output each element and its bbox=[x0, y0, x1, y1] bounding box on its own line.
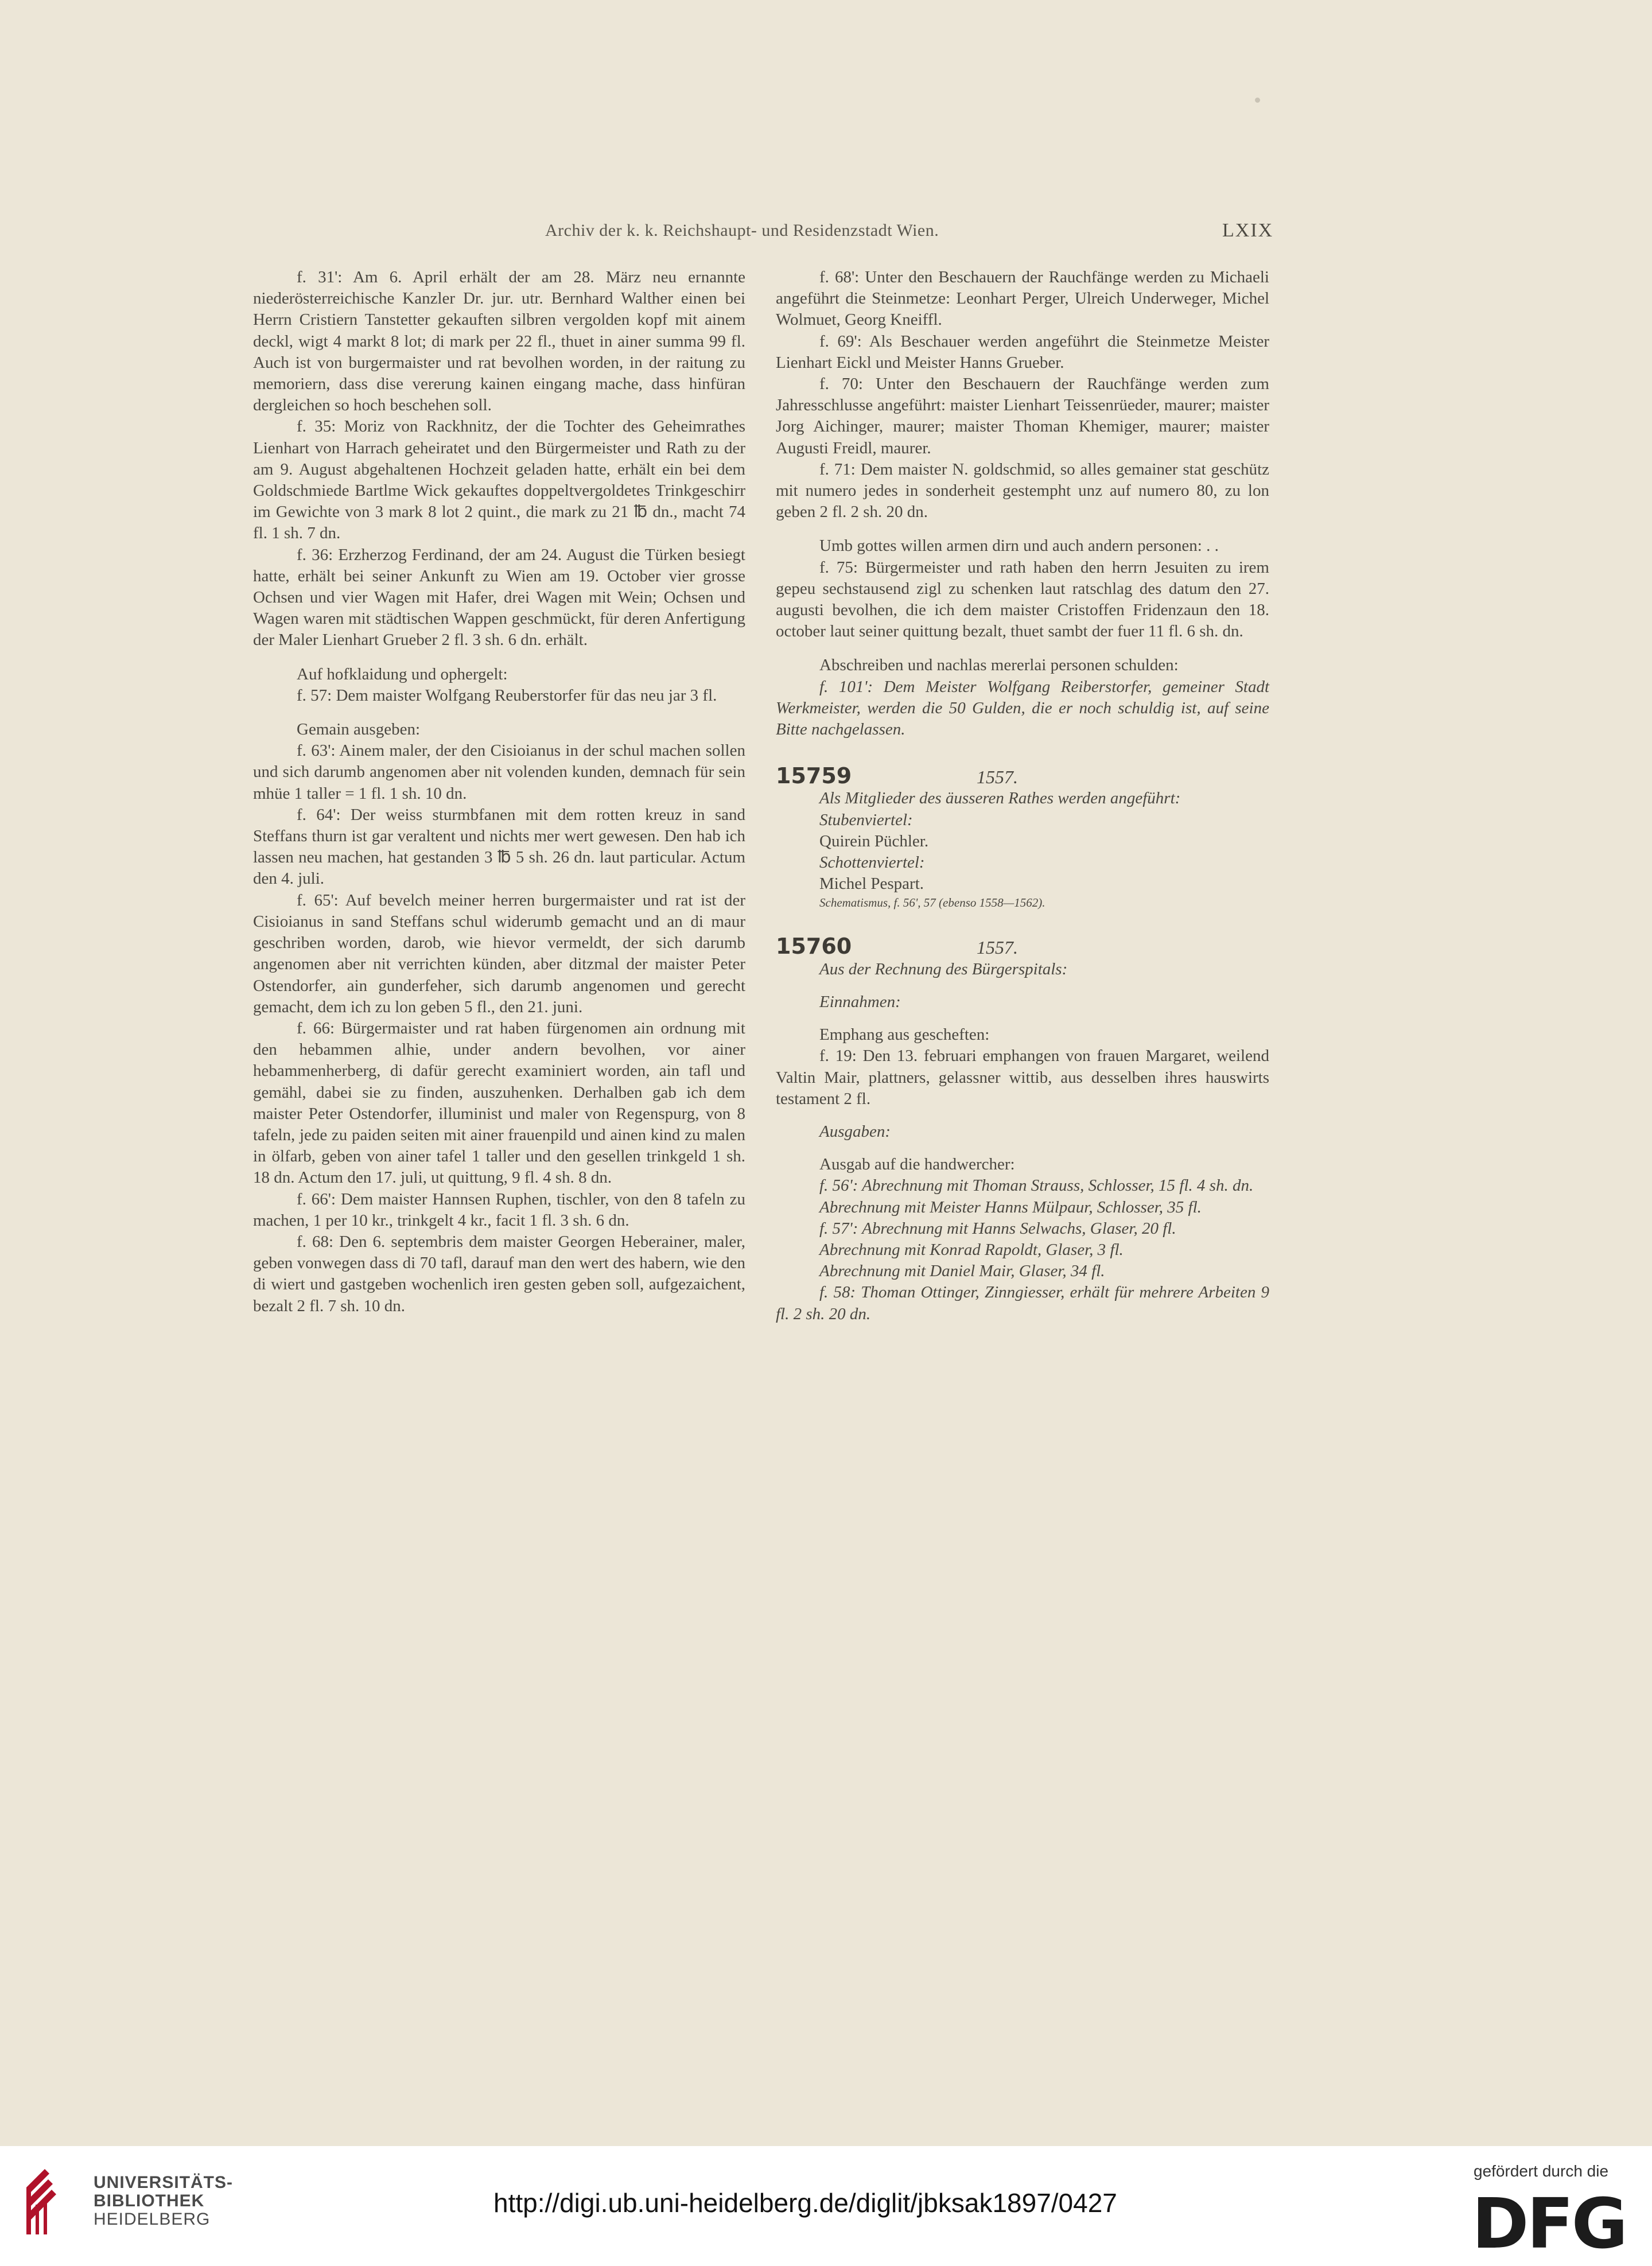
paragraph: f. 35: Moriz von Rackhnitz, der die Tochter des Geheimrathes Lienhart von Harrach geheiratet und den Bürgermeister und Rath zu der am 9. August abgehaltenen Hochzeit geladen hatte, erhält ein bei dem Goldschmiede Bartlme Wick gekauftes doppeltvergoldetes Trinkgeschirr im Gewichte von 3 mark 8 lot 2 quint., die mark zu 21 ℔ dn., macht 74 fl. 1 sh. 7 dn. bbox=[253, 417, 745, 543]
entry-header bbox=[776, 936, 1269, 958]
entry-intro: Als Mitglieder des äusseren Rathes werden angeführt: bbox=[819, 789, 1181, 808]
paragraph: Ausgab auf die handwercher: bbox=[819, 1155, 1015, 1174]
paragraph: f. 70: Unter den Beschauern der Rauchfänge werden zum Jahresschlusse angeführt: maister Lienhart Teissenrüeder, maurer; maister Jorg Aichinger, maurer; maister Thoman Khemiger, maurer; maister Augusti Freidl, maurer. bbox=[776, 375, 1269, 457]
entry-number: 15760 bbox=[776, 934, 852, 959]
entry-number: 15759 bbox=[776, 763, 852, 789]
running-head: Archiv der k. k. Reichshaupt- und Residenzstadt Wien. bbox=[545, 221, 939, 240]
university-library-logo-icon bbox=[22, 2164, 64, 2239]
library-name-line: BIBLIOTHEK bbox=[94, 2191, 205, 2210]
funding-note: gefördert durch die bbox=[1474, 2162, 1609, 2180]
subheading: Schottenviertel: bbox=[819, 853, 925, 872]
entry-header bbox=[776, 765, 1269, 788]
paragraph: f. 56': Abrechnung mit Thoman Strauss, Schlosser, 15 fl. 4 sh. dn. bbox=[819, 1176, 1254, 1195]
list-item: Quirein Püchler. bbox=[819, 831, 929, 850]
paragraph: f. 65': Auf bevelch meiner herren burgermaister und rat ist der Cisioianus in sand Steffans schul widerumb gemacht und an di maur geschriben worden, darob, wie hievor vermeldt, der sich darumb angenomen aber nit verrichten künden, aber ditzmal der maister Peter Ostendorfer, ain gunderfeher, sich darumb angenomen und gerecht gemacht, dem ich zu lon geben 5 fl., den 21. juni. bbox=[253, 891, 745, 1016]
list-item: Michel Pespart. bbox=[819, 874, 924, 893]
section-heading: Abschreiben und nachlas mererlai personen schulden: bbox=[819, 656, 1179, 675]
paragraph: f. 57': Abrechnung mit Hanns Selwachs, Glaser, 20 fl. bbox=[819, 1219, 1176, 1238]
entry-intro: Aus der Rechnung des Bürgerspitals: bbox=[819, 959, 1068, 978]
section-heading: Auf hofklaidung und ophergelt: bbox=[297, 664, 508, 683]
subheading: Stubenviertel: bbox=[819, 810, 913, 829]
paragraph: f. 75: Bürgermeister und rath haben den herrn Jesuiten zu irem gepeu sechstausend zigl zu schenken laut ratschlag des datum den 27. augusti bevolhen, die ich dem maister Cristoffen Fridenzaun den 18. october laut seiner quittung bezalt, thuet sambt der fuer 11 fl. 6 sh. dn. bbox=[776, 558, 1269, 641]
paragraph: Abrechnung mit Konrad Rapoldt, Glaser, 3 fl. bbox=[819, 1240, 1124, 1259]
paragraph: f. 31': Am 6. April erhält der am 28. März neu ernannte niederösterreichische Kanzler Dr. jur. utr. Bernhard Walther einen bei Herrn Cristiern Tanstetter gekauften silbren vergolden kopf mit ainem deckl, wigt 4 markt 8 lot; di mark per 22 fl., thuet in ainer summa 99 fl. Auch ist von burgermaister und rat bevolhen worden, in der raitung zu memoriern, dass dise vererung kainen eingang mache, dass hinfüran dergleichen so hoch beschehen soll. bbox=[253, 268, 745, 415]
paragraph: f. 63': Ainem maler, der den Cisioianus in der schul machen sollen und sich darumb angenomen aber nit volenden kunden, demnach für sein mhüe 1 taller = 1 fl. 1 sh. 10 dn. bbox=[253, 741, 745, 803]
paragraph: f. 58: Thoman Ottinger, Zinngiesser, erhält für mehrere Arbeiten 9 fl. 2 sh. 20 dn. bbox=[776, 1283, 1269, 1323]
left-column bbox=[253, 267, 745, 1317]
paragraph: Emphang aus gescheften: bbox=[819, 1025, 990, 1044]
library-name bbox=[94, 2174, 233, 2229]
paragraph: f. 19: Den 13. februari emphangen von frauen Margaret, weilend Valtin Mair, plattners, gelassner wittib, aus desselben ihres hauswirts testament 2 fl. bbox=[776, 1047, 1269, 1108]
paragraph: f. 64': Der weiss sturmbfanen mit dem rotten kreuz in sand Steffans thurn ist gar veraltent und nichts mer wert gewesen. Den hab ich lassen neu machen, hat gestanden 3 ℔ 5 sh. 26 dn. laut particular. Actum den 4. juli. bbox=[253, 805, 745, 888]
paragraph: f. 66': Dem maister Hannsen Ruphen, tischler, von den 8 tafeln zu machen, 1 per 10 kr., trinkgelt 4 kr., facit 1 fl. 3 sh. 6 dn. bbox=[253, 1190, 745, 1230]
right-column bbox=[776, 267, 1269, 1325]
paragraph: f. 68: Den 6. septembris dem maister Georgen Heberainer, maler, geben vonwegen dass di 70 tafl, darauf man den wert des habern, wie den di wiert und gastgeben wochenlich iren gesten geben soll, aufgezaichent, bezalt 2 fl. 7 sh. 10 dn. bbox=[253, 1232, 745, 1315]
library-name-line: HEIDELBERG bbox=[94, 2210, 211, 2229]
paragraph: f. 36: Erzherzog Ferdinand, der am 24. August die Türken besiegt hatte, erhält bei seiner Ankunft zu Wien am 19. October vier grosse Ochsen und vier Wagen mit Hafer, drei Wagen mit Wein; Ochsen und Wagen waren mit städtischen Wappen geschmückt, für deren Anfertigung der Maler Lienhart Grueber 2 fl. 3 sh. 6 dn. erhält. bbox=[253, 545, 745, 650]
dfg-logo: DFG bbox=[1472, 2185, 1626, 2264]
paragraph: Abrechnung mit Meister Hanns Mülpaur, Schlosser, 35 fl. bbox=[819, 1198, 1202, 1216]
paragraph: f. 66: Bürgermaister und rat haben fürgenomen ain ordnung mit den hebammen alhie, under andern bevolhen, vor ainer hebammenherberg, di dafür gerecht examiniert worden, ain tafl und gemähl, dabei sie zu finden, auszuhenken. Derhalben gab ich dem maister Peter Ostendorfer, illuminist und maler von Regenspurg, von 8 tafeln, jede zu paiden seiten mit ainer frauenpild und ainen kind zu malen in ölfarb, geben von ainer tafel 1 taller und den gesellen trinkgeld 1 sh. 18 dn. Actum den 17. juli, ut quittung, 9 fl. 4 sh. 8 dn. bbox=[253, 1019, 745, 1187]
section-heading: Umb gottes willen armen dirn und auch andern personen: . . bbox=[819, 537, 1219, 555]
permalink-url[interactable]: http://digi.ub.uni-heidelberg.de/diglit/jbksak1897/0427 bbox=[493, 2188, 1117, 2218]
speck bbox=[1255, 98, 1260, 103]
entry-year: 1557. bbox=[977, 937, 1018, 958]
paragraph: f. 69': Als Beschauer werden angeführt die Steinmetze Meister Lienhart Eickl und Meister Hanns Grueber. bbox=[776, 332, 1269, 372]
source-note: Schematismus, f. 56', 57 (ebenso 1558—1562). bbox=[819, 896, 1045, 910]
paragraph: f. 57: Dem maister Wolfgang Reuberstorfer für das neu jar 3 fl. bbox=[297, 686, 717, 705]
paragraph: f. 68': Unter den Beschauern der Rauchfänge werden zu Michaeli angeführt die Steinmetze: Leonhart Perger, Ulreich Underweger, Michel Wolmuet, Georg Kneiffl. bbox=[776, 268, 1269, 329]
paragraph: Abrechnung mit Daniel Mair, Glaser, 34 fl. bbox=[819, 1262, 1105, 1281]
paragraph: f. 101': Dem Meister Wolfgang Reiberstorfer, gemeiner Stadt Werkmeister, werden die 50 Gulden, die er noch schuldig ist, auf seine Bitte nachgelassen. bbox=[776, 677, 1269, 739]
subheading: Einnahmen: bbox=[819, 992, 901, 1011]
section-heading: Gemain ausgeben: bbox=[297, 720, 421, 739]
library-name-line: UNIVERSITÄTS- bbox=[94, 2173, 234, 2192]
entry-year: 1557. bbox=[977, 767, 1018, 788]
page-number: LXIX bbox=[1222, 220, 1274, 241]
subheading: Ausgaben: bbox=[819, 1122, 891, 1141]
paragraph: f. 71: Dem maister N. goldschmid, so alles gemainer stat geschütz mit numero jedes in sonderheit gestempht unz auf numero 80, zu lon geben 2 fl. 2 sh. 20 dn. bbox=[776, 460, 1269, 522]
